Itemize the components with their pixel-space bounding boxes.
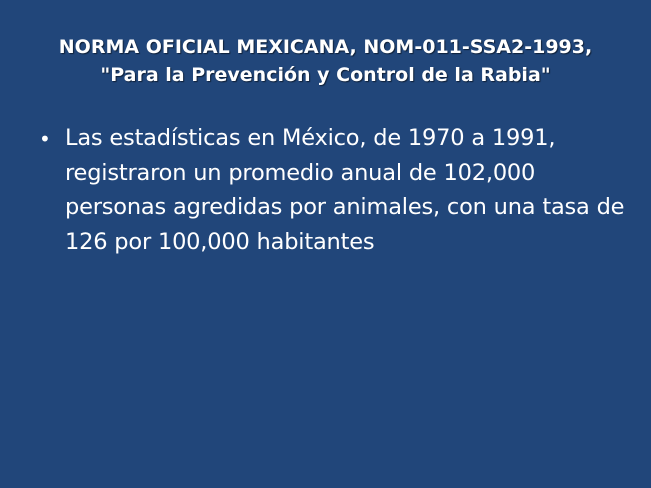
slide-title: [0, 33, 651, 89]
bullet-item: [35, 121, 625, 259]
bullet-text: Las estadísticas en México, de 1970 a 1991, registraron un promedio anual de 102,000 personas agredidas por animales, con una tasa de 126 por 100,000 habitantes: [65, 125, 625, 255]
bullet-list: [35, 121, 625, 259]
title-line-2: "Para la Prevención y Control de la Rabia": [100, 64, 551, 86]
title-line-1: NORMA OFICIAL MEXICANA, NOM-011-SSA2-1993,: [58, 36, 593, 58]
bullet-icon: •: [39, 127, 51, 151]
